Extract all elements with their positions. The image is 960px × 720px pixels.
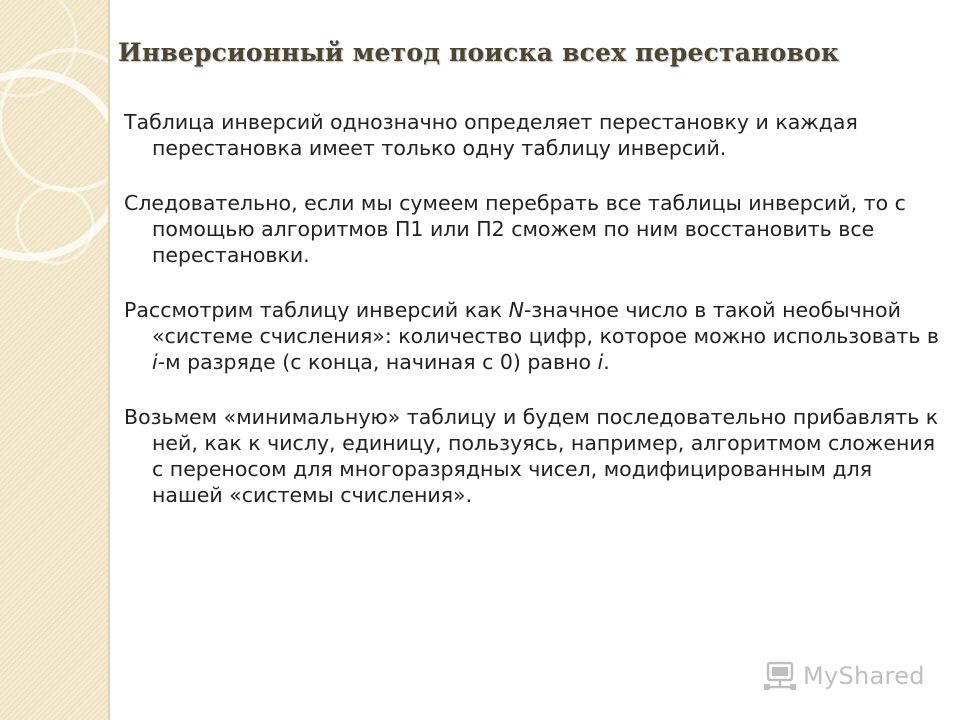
- slide-title: Инверсионный метод поиска всех перестановок: [118, 38, 840, 67]
- paragraph-1: [124, 109, 944, 161]
- paragraph-3-text-b: -значное число в такой необычной «системе счисления»: количество цифр, которое можно использовать в: [152, 298, 940, 348]
- paragraph-3-var-i-2: i: [597, 350, 604, 374]
- slide-body: [124, 109, 944, 537]
- watermark-logo: [763, 656, 925, 696]
- paragraph-4-text: Возьмем «минимальную» таблицу и будем последовательно прибавлять к ней, как к числу, единицу, пользуясь, например, алгоритмом сложения с переносом для многоразрядных чисел, модифицированным для нашей «системы счисления».: [124, 405, 939, 507]
- paragraph-3-var-i-1: i: [152, 350, 158, 374]
- decorative-sidebar: [0, 0, 110, 720]
- paragraph-2-text: Следовательно, если мы сумеем перебрать все таблицы инверсий, то с помощью алгоритмов П1 или П2 сможем по ним восстановить все перестановки.: [124, 191, 906, 267]
- monitor-network-icon: [763, 661, 797, 691]
- paragraph-3-var-n: N: [508, 298, 524, 322]
- paragraph-3: [124, 297, 944, 375]
- paragraph-3-text-d: .: [603, 350, 610, 374]
- paragraph-2: [124, 190, 944, 268]
- paragraph-3-text-a: Рассмотрим таблицу инверсий как: [124, 298, 509, 322]
- watermark-text: MyShared: [803, 662, 925, 690]
- paragraph-4: [124, 404, 944, 508]
- paragraph-3-text-c: -м разряде (с конца, начиная с 0) равно: [157, 350, 598, 374]
- paragraph-1-text: Таблица инверсий однозначно определяет перестановку и каждая перестановка имеет только одну таблицу инверсий.: [124, 110, 858, 160]
- decorative-rings: [0, 0, 108, 720]
